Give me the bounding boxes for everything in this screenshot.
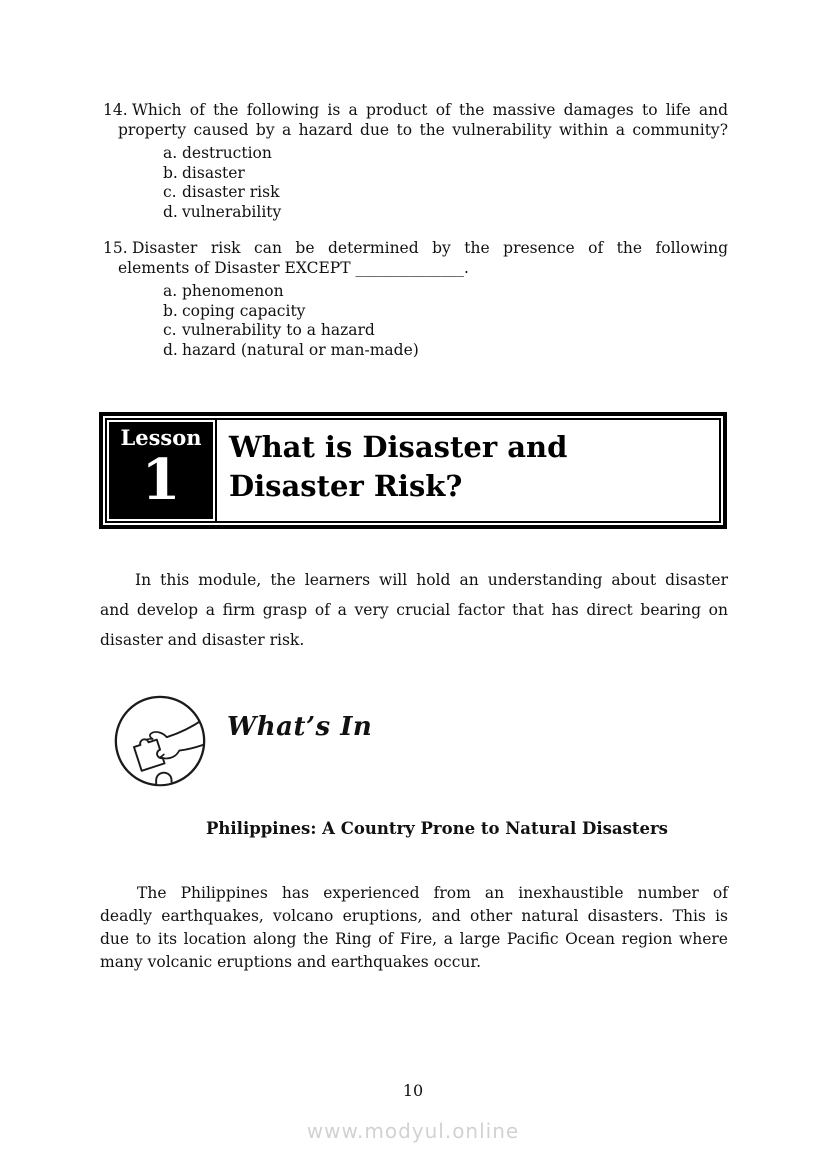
- intro-line-1: In this module, the learners will hold an understanding about disaster: [135, 571, 728, 589]
- option-letter: a.: [163, 282, 178, 300]
- option-text: phenomenon: [182, 282, 284, 300]
- question-14-option-c: [100, 183, 728, 203]
- question-15-option-b: [100, 302, 728, 322]
- question-14-options: [100, 144, 728, 222]
- option-letter: c.: [163, 183, 177, 201]
- option-text: vulnerability to a hazard: [182, 321, 375, 339]
- question-15-line-1: Disaster risk can be determined by the presence of the following: [132, 239, 728, 257]
- question-15-option-c: [100, 321, 728, 341]
- option-text: coping capacity: [182, 301, 306, 320]
- question-14-number: 14.: [103, 101, 128, 119]
- lesson-number: 1: [141, 447, 181, 513]
- question-14-option-b: [100, 164, 728, 184]
- body-line-4: many volcanic eruptions and earthquakes occur.: [100, 953, 481, 971]
- option-letter: d.: [163, 340, 178, 359]
- hand-placing-puzzle-piece-icon: [112, 693, 208, 789]
- question-14-text: [118, 101, 728, 140]
- question-14-line-2: property caused by a hazard due to the vulnerability within a community?: [118, 120, 728, 139]
- lesson-title: [217, 420, 567, 521]
- intro-line-3: disaster and disaster risk.: [100, 631, 305, 649]
- body-line-1: The Philippines has experienced from an inexhaustible number of: [137, 884, 728, 902]
- lesson-title-line-1: What is Disaster and: [229, 430, 568, 464]
- question-14-option-a: [100, 144, 728, 164]
- lesson-banner-frame: [105, 418, 721, 523]
- lesson-title-line-2: Disaster Risk?: [229, 469, 463, 503]
- question-15-line-2: elements of Disaster EXCEPT ______________.: [118, 258, 469, 277]
- option-text: disaster: [182, 163, 245, 182]
- body-line-2: deadly earthquakes, volcano eruptions, and other natural disasters. This is: [100, 907, 728, 925]
- body-paragraph: [100, 882, 728, 974]
- question-15-option-d: [100, 341, 728, 361]
- lesson-label: Lesson: [120, 425, 202, 450]
- option-text: hazard (natural or man-made): [182, 340, 419, 359]
- page-number: 10: [402, 1081, 424, 1100]
- question-14-option-d: [100, 203, 728, 223]
- option-letter: a.: [163, 144, 178, 162]
- body-line-3: due to its location along the Ring of Fire, a large Pacific Ocean region where: [100, 930, 728, 948]
- question-15-options: [100, 282, 728, 360]
- question-15-number: 15.: [103, 239, 128, 257]
- question-15-text: [118, 239, 728, 278]
- question-14-line-1: Which of the following is a product of the massive damages to life and: [132, 101, 728, 119]
- lesson-number-box: [109, 422, 213, 519]
- question-14: [100, 101, 728, 222]
- option-text: vulnerability: [182, 202, 282, 221]
- intro-paragraph: [100, 565, 728, 655]
- option-letter: b.: [163, 163, 178, 182]
- question-15: [100, 239, 728, 360]
- option-letter: d.: [163, 202, 178, 221]
- whats-in-heading: What’s In: [227, 712, 373, 742]
- watermark: www.modyul.online: [306, 1119, 520, 1143]
- option-text: destruction: [182, 144, 272, 162]
- option-text: disaster risk: [182, 183, 280, 201]
- section-heading: Philippines: A Country Prone to Natural Disasters: [206, 819, 668, 838]
- lesson-banner: [99, 412, 727, 529]
- option-letter: c.: [163, 321, 177, 339]
- question-15-option-a: [100, 282, 728, 302]
- option-letter: b.: [163, 301, 178, 320]
- lesson-number-cell: [107, 420, 217, 521]
- intro-line-2: and develop a firm grasp of a very crucial factor that has direct bearing on: [100, 601, 728, 619]
